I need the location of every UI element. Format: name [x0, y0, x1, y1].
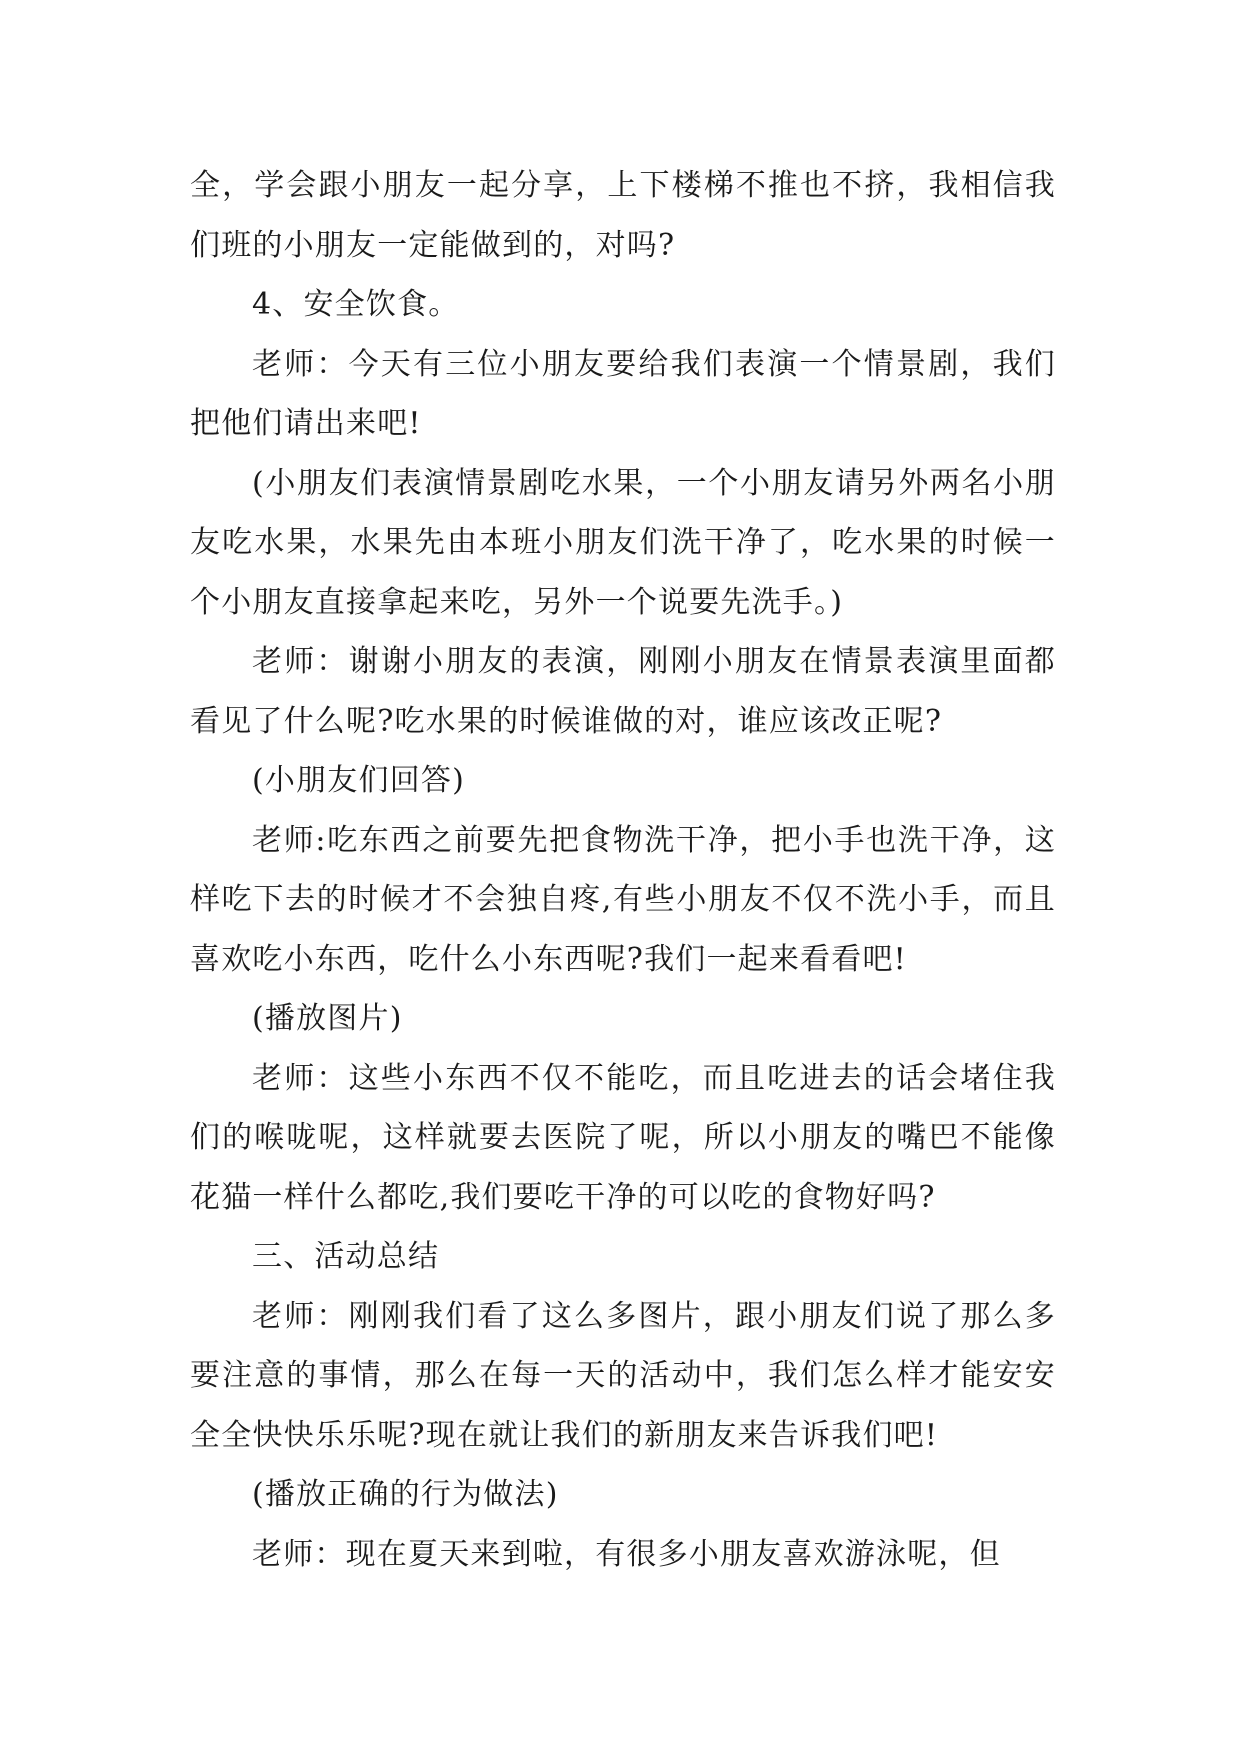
- paragraph: 全，学会跟小朋友一起分享，上下楼梯不推也不挤，我相信我们班的小朋友一定能做到的，对吗?: [190, 168, 1056, 263]
- section-heading: 三、活动总结: [252, 1239, 440, 1274]
- paragraph: 老师：这些小东西不仅不能吃，而且吃进去的话会堵住我们的喉咙呢，这样就要去医院了呢，所以小朋友的嘴巴不能像花猫一样什么都吃,我们要吃干净的可以吃的食物好吗?: [190, 1060, 1056, 1215]
- document-body: [190, 156, 1056, 1584]
- paragraph: (小朋友们回答): [252, 763, 466, 798]
- paragraph: 老师：谢谢小朋友的表演，刚刚小朋友在情景表演里面都看见了什么呢?吃水果的时候谁做的对，谁应该改正呢?: [190, 644, 1056, 739]
- paragraph: 老师：今天有三位小朋友要给我们表演一个情景剧，我们把他们请出来吧!: [190, 346, 1056, 441]
- paragraph: (小朋友们表演情景剧吃水果，一个小朋友请另外两名小朋友吃水果，水果先由本班小朋友们洗干净了，吃水果的时候一个小朋友直接拿起来吃，另外一个说要先洗手。): [190, 465, 1056, 620]
- paragraph: 老师:吃东西之前要先把食物洗干净，把小手也洗干净，这样吃下去的时候才不会独自疼,有些小朋友不仅不洗小手，而且喜欢吃小东西，吃什么小东西呢?我们一起来看看吧!: [190, 822, 1056, 977]
- section-heading: 4、安全饮食。: [252, 287, 460, 322]
- paragraph: 老师：现在夏天来到啦，有很多小朋友喜欢游泳呢，但: [252, 1536, 1001, 1572]
- paragraph: (播放图片): [252, 1001, 403, 1036]
- paragraph: 老师：刚刚我们看了这么多图片，跟小朋友们说了那么多要注意的事情，那么在每一天的活动中，我们怎么样才能安安全全快快乐乐呢?现在就让我们的新朋友来告诉我们吧!: [190, 1298, 1056, 1453]
- paragraph: (播放正确的行为做法): [252, 1477, 559, 1512]
